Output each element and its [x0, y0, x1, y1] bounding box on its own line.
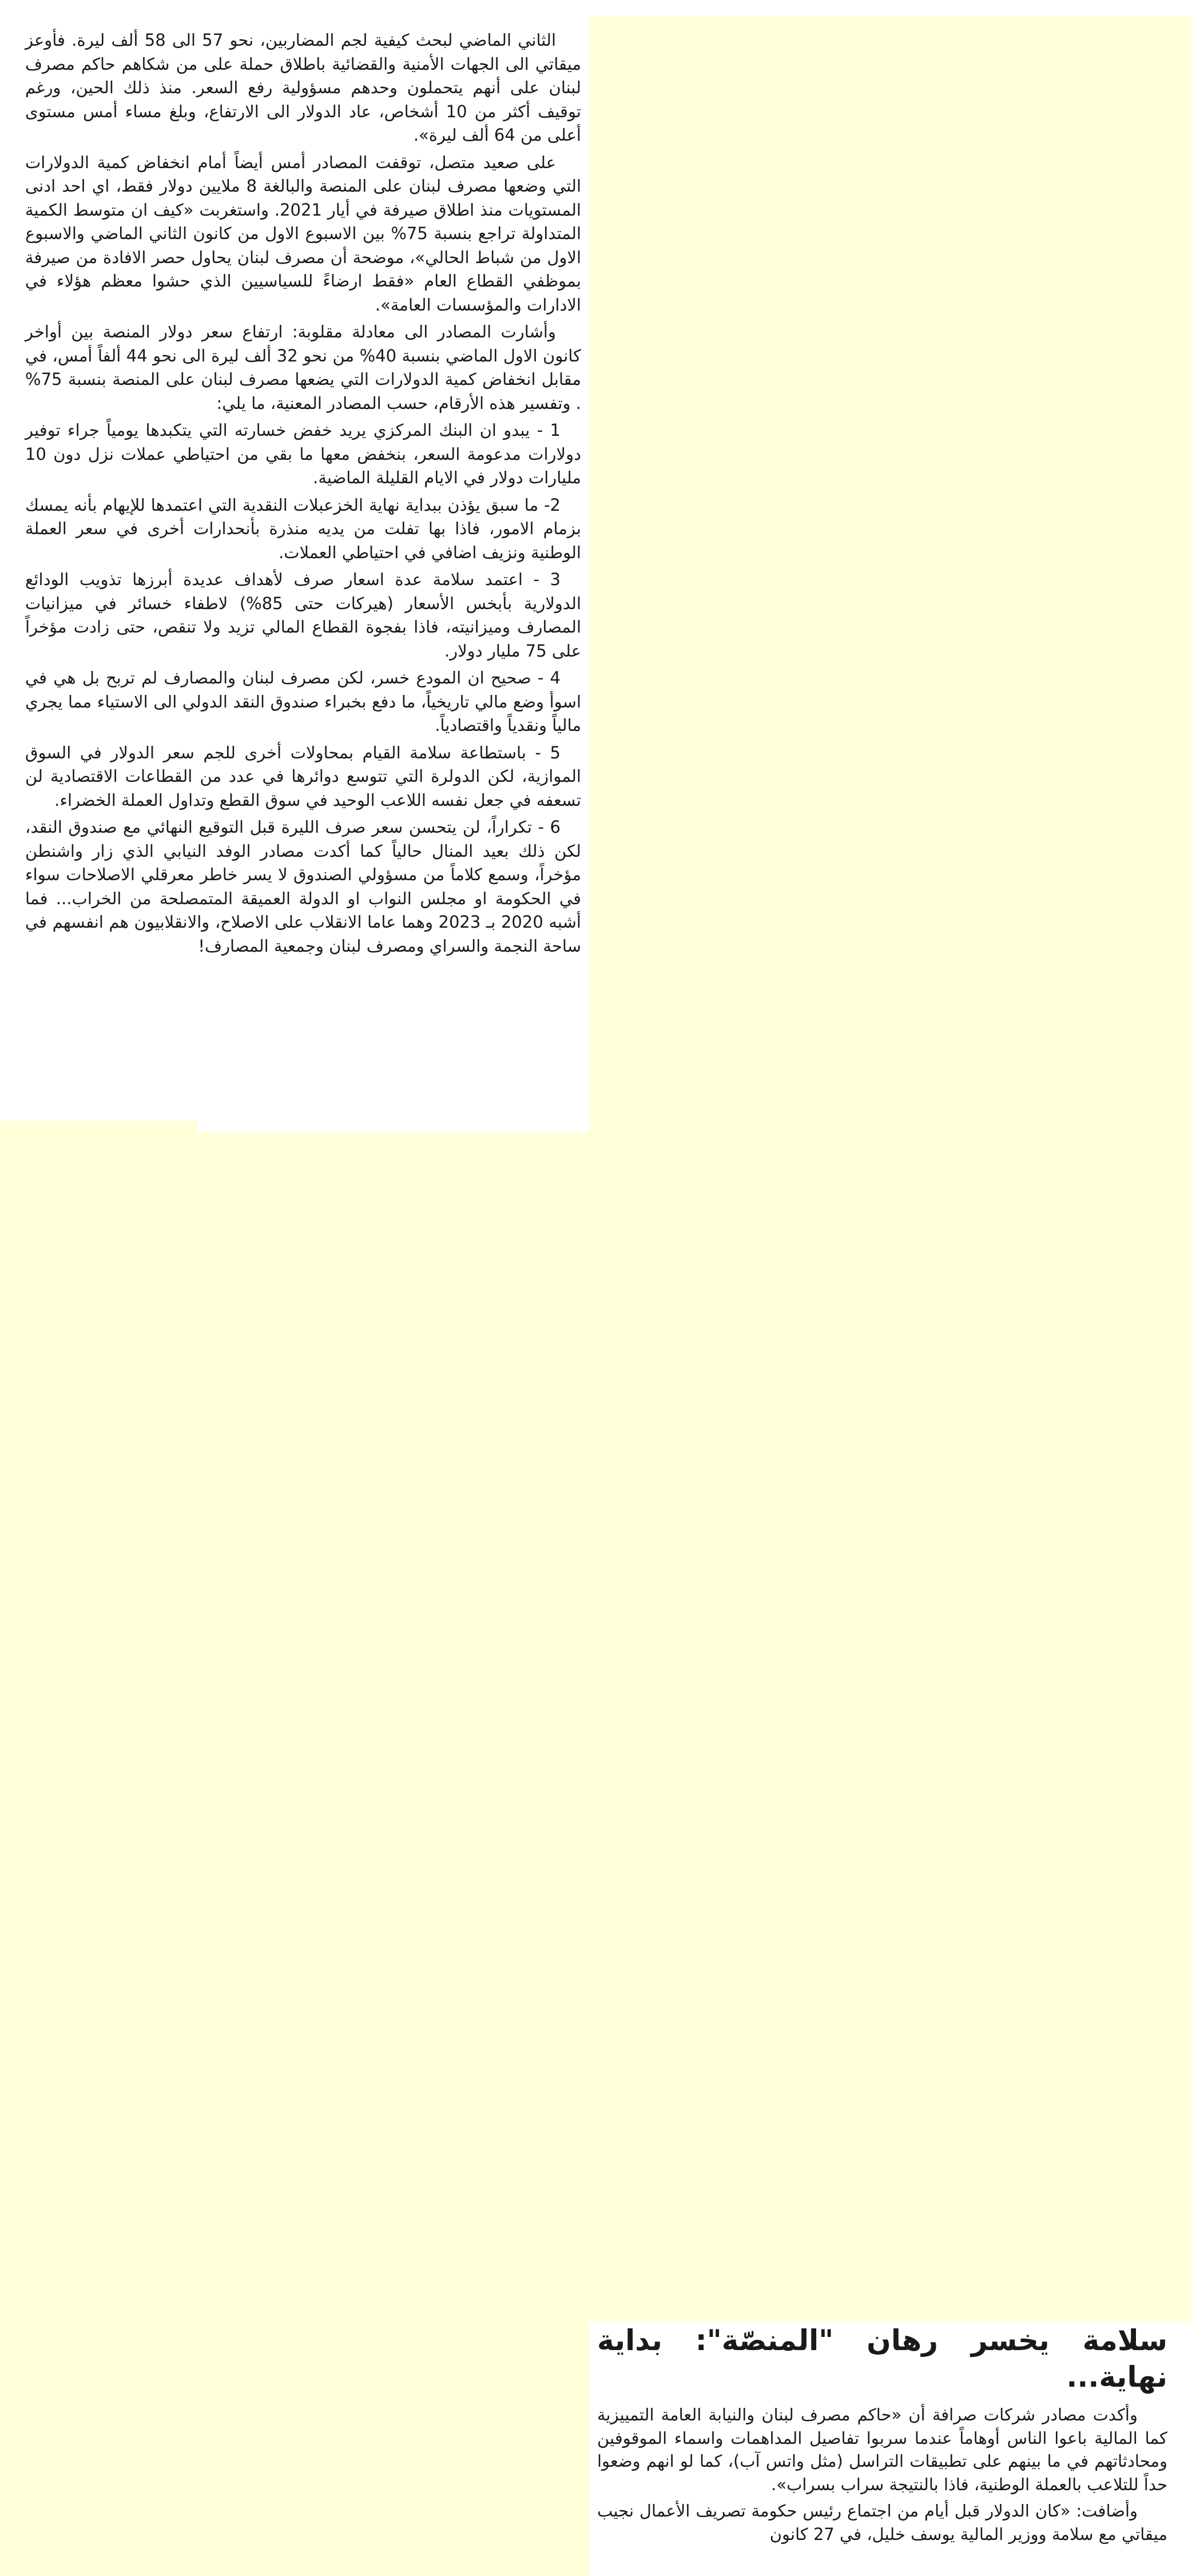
list-item: 3 - اعتمد سلامة عدة اسعار صرف لأهداف عديدة أبرزها تذويب الودائع الدولارية بأبخس الأسعار (هيركات حتى 85%) لاطفاء خسائر في ميزانيات المصارف وميزانيته، فاذا بفجوة القطاع المالي تزيد ولا تنقص، حتى زادت مؤخراً على 75 مليار دولار. [25, 570, 582, 661]
white-margin-strip [589, 0, 1192, 16]
list-item: 5 - باستطاعة سلامة القيام بمحاولات أخرى للجم سعر الدولار في السوق الموازية، لكن الدولرة التي تتوسع دوائرها في عدد من القطاعات الاقتصادية لن تسعفه في جعل نفسه اللاعب الوحيد في سوق القطع وتداول العملة الخضراء. [25, 742, 581, 810]
paragraph: وأكدت مصادر شركات صرافة أن «حاكم مصرف لبنان والنيابة العامة التمييزية كما المالية باعوا الناس أوهاماً عندما سربوا تفاصيل المداهمات واسماء الموقوفين ومحادثاتهم في ما بينهم على تطبيقات التراسل (مثل واتس آب)، كما لو انهم وضعوا حداً للتلاعب بالعملة الوطنية، فاذا بالنتيجة سراب بسراب». [597, 2405, 1167, 2494]
paragraph: وأشارت المصادر الى معادلة مقلوبة: ارتفاع سعر دولار المنصة بين أواخر كانون الاول الماضي بنسبة 40% من نحو 32 ألف ليرة الى نحو 44 ألفاً أمس، في مقابل انخفاض كمية الدولارات التي يضعها مصرف لبنان على المنصة بنسبة 75% . وتفسير هذه الأرقام، حسب المصادر المعنية، ما يلي: [25, 322, 581, 413]
paragraph: وأضافت: «كان الدولار قبل أيام من اجتماع رئيس حكومة تصريف الأعمال نجيب ميقاتي مع سلامة ووزير المالية يوسف خليل، في 27 كانون [597, 2501, 1167, 2544]
paragraph: الثاني الماضي لبحث كيفية لجم المضاربين، نحو 57 الى 58 ألف ليرة. فأوعز ميقاتي الى الجهات الأمنية والقضائية باطلاق حملة على من شكاهم حاكم مصرف لبنان على أنهم يتحملون وحدهم مسؤولية رفع السعر. منذ ذلك الحين، ورغم توقيف أكثر من 10 أشخاص، عاد الدولار الى الارتفاع، وبلغ مساء أمس مستوى أعلى من 64 ألف ليرة». [25, 30, 581, 145]
list-item: 4 - صحيح ان المودع خسر، لكن مصرف لبنان والمصارف لم تربح بل هي في اسوأ وضع مالي تاريخياً، ما دفع بخبراء صندوق النقد الدولي الى الاستياء مما يجري مالياً ونقدياً واقتصادياً. [25, 668, 581, 735]
paragraph: على صعيد متصل، توقفت المصادر أمس أيضاً أمام انخفاض كمية الدولارات التي وضعها مصرف لبنان على المنصة والبالغة 8 ملايين دولار فقط، اي احد ادنى المستويات منذ اطلاق صيرفة في أيار 2021. واستغربت «كيف ان متوسط الكمية المتداولة تراجع بنسبة 75% بين الاسبوع الاول من كانون الثاني الماضي والاسبوع الاول من شباط الحالي»، موضحة أن مصرف لبنان يحاول حصر الافادة من صيرفة بموظفي القطاع العام «فقط ارضاءً للسياسيين الذي حشوا معظم هؤلاء في الادارات والمؤسسات العامة». [25, 152, 582, 315]
list-item: 1 - يبدو ان البنك المركزي يريد خفض خسارته التي يتكبدها يومياً جراء توفير دولارات مدعومة السعر، بنخفض معها ما بقي من احتياطي عملات نزل دون 10 مليارات دولار في الايام القليلة الماضية. [25, 420, 581, 487]
list-item: 6 - تكراراً، لن يتحسن سعر صرف الليرة قبل التوقيع النهائي مع صندوق النقد، لكن ذلك بعيد المنال حالياً كما أكدت مصادر الوفد النيابي الذي زار واشنطن مؤخراً، وسمع كلاماً من مسؤولي الصندوق لا يسر خاطر معرقلي الاصلاحات سواء في الحكومة او مجلس النواب او الدولة العميقة المتمصلحة من الخراب... فما أشبه 2020 بـ 2023 وهما عاما الانقلاب على الاصلاح، والانقلابيون هم انفسهم في ساحة النجمة والسراي ومصرف لبنان وجمعية المصارف! [25, 817, 581, 956]
list-item: 2- ما سبق يؤذن ببداية نهاية الخزعبلات النقدية التي اعتمدها للإيهام بأنه يمسك بزمام الامور، فاذا بها تفلت من يديه منذرة بأنحدارات أخرى في سعر العملة الوطنية ونزيف اضافي في احتياطي العملات. [25, 495, 581, 562]
article-headline: سلامة يخسر رهان "المنصّة": بداية نهاية... [597, 2324, 1167, 2394]
article-continuation-column [17, 29, 589, 1132]
article-header-block [595, 2322, 1170, 2576]
